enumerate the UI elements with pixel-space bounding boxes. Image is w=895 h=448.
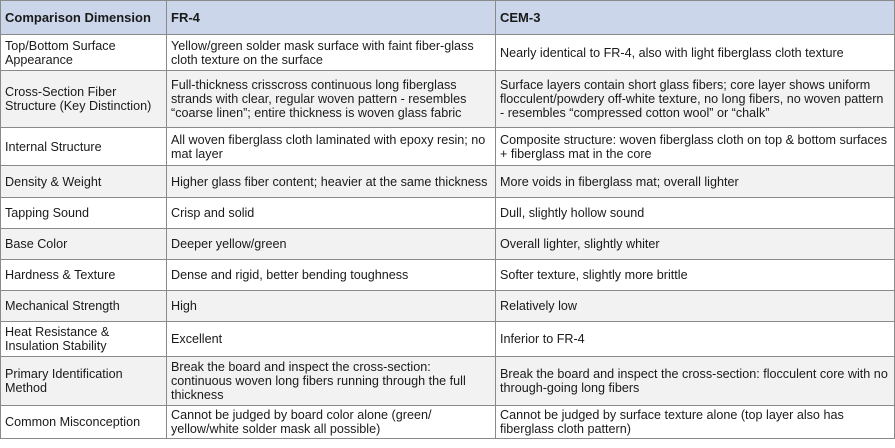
fr4-cell: Break the board and inspect the cross-section: continuous woven long fibers running through the full thickness <box>167 357 496 406</box>
cem3-cell: Cannot be judged by surface texture alone (top layer also has fiberglass cloth pattern) <box>496 406 895 439</box>
table-row <box>1 71 895 128</box>
cem3-cell: Dull, slightly hollow sound <box>496 198 895 229</box>
table-row <box>1 260 895 291</box>
cem3-cell: Inferior to FR-4 <box>496 322 895 357</box>
table-row <box>1 229 895 260</box>
dimension-cell: Base Color <box>1 229 167 260</box>
table-row <box>1 322 895 357</box>
dimension-cell: Tapping Sound <box>1 198 167 229</box>
header-dimension: Comparison Dimension <box>1 1 167 35</box>
cem3-cell: More voids in fiberglass mat; overall lighter <box>496 166 895 198</box>
cem3-cell: Surface layers contain short glass fibers; core layer shows uniform flocculent/powdery off-white texture, no long fibers, no woven pattern - resembles “compressed cotton wool” or “chalk” <box>496 71 895 128</box>
cem3-cell: Overall lighter, slightly whiter <box>496 229 895 260</box>
cem3-cell: Nearly identical to FR-4, also with light fiberglass cloth texture <box>496 35 895 71</box>
fr4-cell: Full-thickness crisscross continuous long fiberglass strands with clear, regular woven pattern - resembles “coarse linen”; entire thickness is woven glass fabric <box>167 71 496 128</box>
cem3-cell: Relatively low <box>496 291 895 322</box>
table-row <box>1 35 895 71</box>
header-cem3: CEM-3 <box>496 1 895 35</box>
fr4-cell: High <box>167 291 496 322</box>
table-row <box>1 128 895 166</box>
dimension-cell: Cross-Section Fiber Structure (Key Distinction) <box>1 71 167 128</box>
table-row <box>1 357 895 406</box>
fr4-cell: Cannot be judged by board color alone (green/ yellow/white solder mask all possible) <box>167 406 496 439</box>
fr4-cell: Yellow/green solder mask surface with faint fiber-glass cloth texture on the surface <box>167 35 496 71</box>
dimension-cell: Common Misconception <box>1 406 167 439</box>
fr4-cell: Dense and rigid, better bending toughness <box>167 260 496 291</box>
dimension-cell: Mechanical Strength <box>1 291 167 322</box>
cem3-cell: Composite structure: woven fiberglass cloth on top & bottom surfaces + fiberglass mat in the core <box>496 128 895 166</box>
dimension-cell: Hardness & Texture <box>1 260 167 291</box>
fr4-cell: Higher glass fiber content; heavier at the same thickness <box>167 166 496 198</box>
table-row <box>1 406 895 439</box>
table-row <box>1 291 895 322</box>
table-row <box>1 166 895 198</box>
dimension-cell: Top/Bottom Surface Appearance <box>1 35 167 71</box>
dimension-cell: Primary Identification Method <box>1 357 167 406</box>
header-row <box>1 1 895 35</box>
fr4-cell: Deeper yellow/green <box>167 229 496 260</box>
table-row <box>1 198 895 229</box>
dimension-cell: Density & Weight <box>1 166 167 198</box>
fr4-cell: Excellent <box>167 322 496 357</box>
cem3-cell: Softer texture, slightly more brittle <box>496 260 895 291</box>
fr4-cell: Crisp and solid <box>167 198 496 229</box>
dimension-cell: Internal Structure <box>1 128 167 166</box>
fr4-cell: All woven fiberglass cloth laminated with epoxy resin; no mat layer <box>167 128 496 166</box>
dimension-cell: Heat Resistance & Insulation Stability <box>1 322 167 357</box>
cem3-cell: Break the board and inspect the cross-section: flocculent core with no through-going long fibers <box>496 357 895 406</box>
header-fr4: FR-4 <box>167 1 496 35</box>
